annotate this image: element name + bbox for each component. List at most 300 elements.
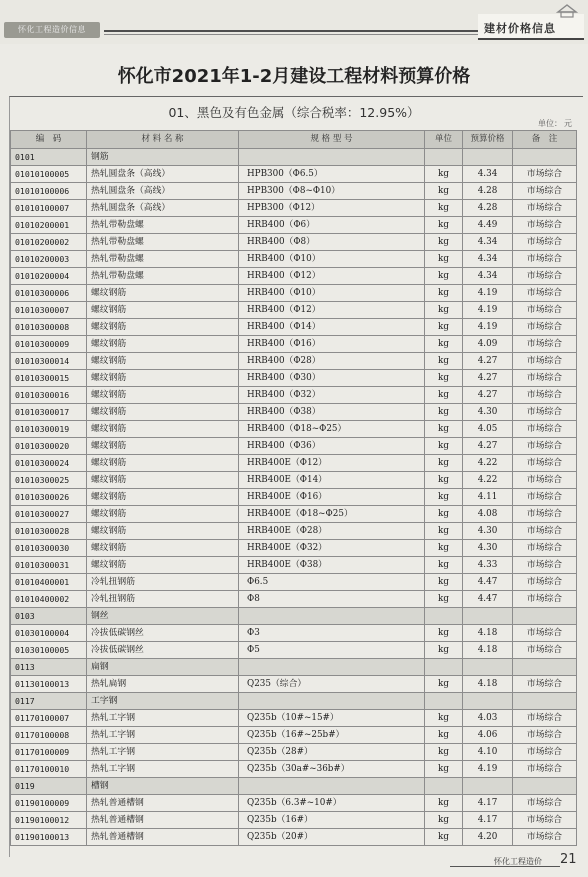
col-header-code: 编 码 bbox=[11, 131, 87, 149]
cell-name: 热轧工字钢 bbox=[87, 744, 239, 761]
cell-name: 冷拔低碳钢丝 bbox=[87, 625, 239, 642]
page-number: 21 bbox=[560, 852, 577, 867]
cell-price: 4.34 bbox=[463, 166, 513, 183]
cell-unit: kg bbox=[425, 438, 463, 455]
table-row bbox=[11, 438, 577, 455]
cell-note: 市场综合 bbox=[513, 710, 577, 727]
cell-code: 01010100007 bbox=[11, 200, 87, 217]
table-row bbox=[11, 302, 577, 319]
cell-unit: kg bbox=[425, 523, 463, 540]
cell-name: 螺纹钢筋 bbox=[87, 523, 239, 540]
cell-name: 螺纹钢筋 bbox=[87, 438, 239, 455]
cell-unit: kg bbox=[425, 353, 463, 370]
section-subtitle: 01、黑色及有色金属（综合税率：12.95%） bbox=[168, 105, 420, 120]
category-row bbox=[11, 693, 577, 710]
cell-code: 01010100005 bbox=[11, 166, 87, 183]
unit-note bbox=[536, 118, 572, 129]
cell-code: 01190100009 bbox=[11, 795, 87, 812]
cell-note: 市场综合 bbox=[513, 625, 577, 642]
cell-note: 市场综合 bbox=[513, 421, 577, 438]
cell-name: 螺纹钢筋 bbox=[87, 370, 239, 387]
cell-price: 4.33 bbox=[463, 557, 513, 574]
cell-unit: kg bbox=[425, 370, 463, 387]
table-row bbox=[11, 251, 577, 268]
cell-price: 4.03 bbox=[463, 710, 513, 727]
table-row bbox=[11, 387, 577, 404]
cell-code: 01010300014 bbox=[11, 353, 87, 370]
cell-code: 01010300030 bbox=[11, 540, 87, 557]
cell-note: 市场综合 bbox=[513, 676, 577, 693]
cell-spec: HRB400（Φ6） bbox=[239, 217, 425, 234]
cell-unit: kg bbox=[425, 200, 463, 217]
cell-code: 01010200001 bbox=[11, 217, 87, 234]
cell-note: 市场综合 bbox=[513, 795, 577, 812]
cell-unit: kg bbox=[425, 404, 463, 421]
cell-spec: HRB400E（Φ12） bbox=[239, 455, 425, 472]
cell-name: 热轧普通槽钢 bbox=[87, 795, 239, 812]
cell-price bbox=[463, 693, 513, 710]
table-row bbox=[11, 540, 577, 557]
col-header-price: 预算价格 bbox=[463, 131, 513, 149]
cell-spec: HRB400（Φ16） bbox=[239, 336, 425, 353]
cell-price: 4.30 bbox=[463, 540, 513, 557]
table-row bbox=[11, 455, 577, 472]
footer-journal: 怀化工程造价 bbox=[494, 857, 542, 866]
cell-unit: kg bbox=[425, 421, 463, 438]
table-row bbox=[11, 557, 577, 574]
cell-spec: Q235b（28#） bbox=[239, 744, 425, 761]
cell-price bbox=[463, 149, 513, 166]
cell-code: 01010300020 bbox=[11, 438, 87, 455]
cell-note: 市场综合 bbox=[513, 472, 577, 489]
cell-code: 01010300027 bbox=[11, 506, 87, 523]
cell-name: 螺纹钢筋 bbox=[87, 285, 239, 302]
cell-note: 市场综合 bbox=[513, 336, 577, 353]
cell-name: 热轧普通槽钢 bbox=[87, 812, 239, 829]
col-header-name: 材 料 名 称 bbox=[87, 131, 239, 149]
cell-unit: kg bbox=[425, 217, 463, 234]
table-row bbox=[11, 625, 577, 642]
cell-price: 4.17 bbox=[463, 812, 513, 829]
cell-price: 4.20 bbox=[463, 829, 513, 846]
cell-spec: HRB400E（Φ38） bbox=[239, 557, 425, 574]
cell-spec: HRB400（Φ38） bbox=[239, 404, 425, 421]
cell-spec: Q235b（16#~25b#） bbox=[239, 727, 425, 744]
unit-note-label: 单位： bbox=[538, 119, 562, 128]
category-code: 0113 bbox=[11, 659, 87, 676]
cell-unit bbox=[425, 693, 463, 710]
cell-code: 01190100013 bbox=[11, 829, 87, 846]
cell-code: 01130100013 bbox=[11, 676, 87, 693]
cell-unit: kg bbox=[425, 387, 463, 404]
cell-name: 热轧工字钢 bbox=[87, 761, 239, 778]
cell-spec bbox=[239, 608, 425, 625]
cell-unit: kg bbox=[425, 812, 463, 829]
cell-code: 01010200004 bbox=[11, 268, 87, 285]
cell-spec: HRB400（Φ12） bbox=[239, 302, 425, 319]
cell-name: 热轧圆盘条（高线） bbox=[87, 200, 239, 217]
cell-spec: HRB400E（Φ14） bbox=[239, 472, 425, 489]
cell-code: 01010300025 bbox=[11, 472, 87, 489]
cell-note: 市场综合 bbox=[513, 302, 577, 319]
table-row bbox=[11, 795, 577, 812]
category-name: 钢丝 bbox=[87, 608, 239, 625]
cell-name: 螺纹钢筋 bbox=[87, 336, 239, 353]
cell-unit: kg bbox=[425, 506, 463, 523]
cell-note: 市场综合 bbox=[513, 591, 577, 608]
cell-note: 市场综合 bbox=[513, 761, 577, 778]
cell-code: 01010300031 bbox=[11, 557, 87, 574]
cell-spec: HRB400E（Φ16） bbox=[239, 489, 425, 506]
cell-spec: Q235b（10#~15#） bbox=[239, 710, 425, 727]
cell-code: 01010300028 bbox=[11, 523, 87, 540]
table-row bbox=[11, 829, 577, 846]
cell-name: 热轧普通槽钢 bbox=[87, 829, 239, 846]
cell-unit: kg bbox=[425, 540, 463, 557]
cell-unit: kg bbox=[425, 268, 463, 285]
cell-code: 01030100004 bbox=[11, 625, 87, 642]
cell-note: 市场综合 bbox=[513, 319, 577, 336]
cell-code: 01010400002 bbox=[11, 591, 87, 608]
table-row bbox=[11, 353, 577, 370]
table-row bbox=[11, 676, 577, 693]
cell-name: 热轧圆盘条（高线） bbox=[87, 183, 239, 200]
cell-spec: Q235b（16#） bbox=[239, 812, 425, 829]
table-header-row bbox=[11, 131, 577, 149]
header-rule-thin bbox=[104, 34, 484, 35]
cell-spec: HRB400（Φ18~Φ25） bbox=[239, 421, 425, 438]
cell-code: 01010300026 bbox=[11, 489, 87, 506]
cell-code: 01030100005 bbox=[11, 642, 87, 659]
cell-code: 01010300016 bbox=[11, 387, 87, 404]
cell-price: 4.19 bbox=[463, 285, 513, 302]
cell-note: 市场综合 bbox=[513, 574, 577, 591]
cell-note: 市场综合 bbox=[513, 540, 577, 557]
cell-price: 4.18 bbox=[463, 676, 513, 693]
cell-note: 市场综合 bbox=[513, 829, 577, 846]
cell-price: 4.06 bbox=[463, 727, 513, 744]
col-header-note: 备 注 bbox=[513, 131, 577, 149]
table-row bbox=[11, 421, 577, 438]
header-rule bbox=[104, 30, 484, 32]
cell-code: 01010300024 bbox=[11, 455, 87, 472]
cell-name: 螺纹钢筋 bbox=[87, 319, 239, 336]
cell-code: 01010400001 bbox=[11, 574, 87, 591]
cell-note: 市场综合 bbox=[513, 166, 577, 183]
cell-price: 4.19 bbox=[463, 302, 513, 319]
cell-note: 市场综合 bbox=[513, 744, 577, 761]
cell-code: 01010300017 bbox=[11, 404, 87, 421]
cell-spec: HRB400E（Φ28） bbox=[239, 523, 425, 540]
cell-name: 冷轧扭钢筋 bbox=[87, 574, 239, 591]
table-row bbox=[11, 166, 577, 183]
category-row bbox=[11, 778, 577, 795]
cell-spec: HRB400（Φ14） bbox=[239, 319, 425, 336]
cell-price: 4.10 bbox=[463, 744, 513, 761]
category-row bbox=[11, 608, 577, 625]
cell-note: 市场综合 bbox=[513, 455, 577, 472]
table-row bbox=[11, 812, 577, 829]
cell-unit: kg bbox=[425, 625, 463, 642]
cell-price: 4.34 bbox=[463, 268, 513, 285]
cell-spec bbox=[239, 659, 425, 676]
cell-note: 市场综合 bbox=[513, 370, 577, 387]
cell-code: 01010300019 bbox=[11, 421, 87, 438]
house-icon bbox=[556, 4, 578, 18]
cell-note: 市场综合 bbox=[513, 642, 577, 659]
table-row bbox=[11, 591, 577, 608]
category-name: 槽钢 bbox=[87, 778, 239, 795]
cell-price: 4.11 bbox=[463, 489, 513, 506]
cell-unit: kg bbox=[425, 574, 463, 591]
cell-spec bbox=[239, 693, 425, 710]
cell-name: 冷轧扭钢筋 bbox=[87, 591, 239, 608]
cell-code: 01010300009 bbox=[11, 336, 87, 353]
cell-unit: kg bbox=[425, 285, 463, 302]
cell-price: 4.09 bbox=[463, 336, 513, 353]
cell-note: 市场综合 bbox=[513, 200, 577, 217]
cell-spec: HRB400（Φ10） bbox=[239, 251, 425, 268]
cell-note bbox=[513, 149, 577, 166]
cell-unit: kg bbox=[425, 455, 463, 472]
cell-price: 4.18 bbox=[463, 642, 513, 659]
cell-name: 螺纹钢筋 bbox=[87, 489, 239, 506]
cell-note: 市场综合 bbox=[513, 812, 577, 829]
cell-code: 01010100006 bbox=[11, 183, 87, 200]
cell-note: 市场综合 bbox=[513, 268, 577, 285]
cell-name: 热轧带勒盘螺 bbox=[87, 268, 239, 285]
cell-price: 4.49 bbox=[463, 217, 513, 234]
cell-price: 4.18 bbox=[463, 625, 513, 642]
cell-code: 01170100010 bbox=[11, 761, 87, 778]
cell-name: 热轧工字钢 bbox=[87, 710, 239, 727]
cell-unit bbox=[425, 778, 463, 795]
cell-spec: Q235b（30a#~36b#） bbox=[239, 761, 425, 778]
cell-spec: Φ3 bbox=[239, 625, 425, 642]
cell-spec: HRB400（Φ30） bbox=[239, 370, 425, 387]
category-name: 扁钢 bbox=[87, 659, 239, 676]
cell-name: 螺纹钢筋 bbox=[87, 353, 239, 370]
cell-unit bbox=[425, 149, 463, 166]
cell-spec: HPB300（Φ12） bbox=[239, 200, 425, 217]
cell-price: 4.08 bbox=[463, 506, 513, 523]
cell-unit: kg bbox=[425, 557, 463, 574]
cell-unit bbox=[425, 608, 463, 625]
cell-unit: kg bbox=[425, 591, 463, 608]
cell-unit: kg bbox=[425, 761, 463, 778]
cell-price bbox=[463, 778, 513, 795]
cell-price: 4.27 bbox=[463, 370, 513, 387]
category-code: 0119 bbox=[11, 778, 87, 795]
cell-unit bbox=[425, 659, 463, 676]
cell-price: 4.27 bbox=[463, 353, 513, 370]
table-row bbox=[11, 727, 577, 744]
cell-price: 4.34 bbox=[463, 251, 513, 268]
header-right-tab: 建材价格信息 bbox=[484, 22, 556, 35]
cell-price: 4.34 bbox=[463, 234, 513, 251]
cell-spec: HRB400（Φ10） bbox=[239, 285, 425, 302]
cell-note: 市场综合 bbox=[513, 217, 577, 234]
cell-price: 4.05 bbox=[463, 421, 513, 438]
cell-code: 01170100008 bbox=[11, 727, 87, 744]
col-header-unit: 单位 bbox=[425, 131, 463, 149]
cell-note: 市场综合 bbox=[513, 285, 577, 302]
cell-unit: kg bbox=[425, 319, 463, 336]
cell-name: 冷拔低碳钢丝 bbox=[87, 642, 239, 659]
cell-note: 市场综合 bbox=[513, 404, 577, 421]
cell-name: 螺纹钢筋 bbox=[87, 455, 239, 472]
cell-price: 4.30 bbox=[463, 404, 513, 421]
table-row bbox=[11, 642, 577, 659]
cell-note bbox=[513, 608, 577, 625]
cell-note: 市场综合 bbox=[513, 506, 577, 523]
cell-name: 螺纹钢筋 bbox=[87, 472, 239, 489]
category-name: 工字钢 bbox=[87, 693, 239, 710]
cell-note: 市场综合 bbox=[513, 489, 577, 506]
header-left-tab: 怀化工程造价信息 bbox=[4, 22, 100, 38]
cell-name: 热轧带勒盘螺 bbox=[87, 217, 239, 234]
price-table bbox=[10, 130, 577, 846]
page-title: 怀化市2021年1-2月建设工程材料预算价格 bbox=[117, 66, 471, 87]
cell-spec: Q235（综合） bbox=[239, 676, 425, 693]
cell-spec: Φ8 bbox=[239, 591, 425, 608]
cell-note: 市场综合 bbox=[513, 727, 577, 744]
cell-price: 4.27 bbox=[463, 387, 513, 404]
cell-name: 螺纹钢筋 bbox=[87, 302, 239, 319]
cell-unit: kg bbox=[425, 336, 463, 353]
cell-spec: HRB400（Φ32） bbox=[239, 387, 425, 404]
table-row bbox=[11, 336, 577, 353]
cell-code: 01010200002 bbox=[11, 234, 87, 251]
cell-name: 螺纹钢筋 bbox=[87, 421, 239, 438]
cell-note: 市场综合 bbox=[513, 523, 577, 540]
cell-name: 热轧圆盘条（高线） bbox=[87, 166, 239, 183]
cell-unit: kg bbox=[425, 251, 463, 268]
cell-name: 热轧带勒盘螺 bbox=[87, 234, 239, 251]
cell-price: 4.27 bbox=[463, 438, 513, 455]
cell-price: 4.19 bbox=[463, 761, 513, 778]
cell-note: 市场综合 bbox=[513, 251, 577, 268]
cell-price: 4.47 bbox=[463, 574, 513, 591]
table-row bbox=[11, 523, 577, 540]
cell-spec: HPB300（Φ6.5） bbox=[239, 166, 425, 183]
cell-note: 市场综合 bbox=[513, 438, 577, 455]
cell-unit: kg bbox=[425, 302, 463, 319]
cell-spec: Q235b（20#） bbox=[239, 829, 425, 846]
unit-note-value: 元 bbox=[564, 119, 572, 128]
table-row bbox=[11, 472, 577, 489]
category-name: 钢筋 bbox=[87, 149, 239, 166]
cell-spec: HRB400（Φ8） bbox=[239, 234, 425, 251]
cell-spec: Q235b（6.3#~10#） bbox=[239, 795, 425, 812]
table-row bbox=[11, 234, 577, 251]
cell-price: 4.17 bbox=[463, 795, 513, 812]
category-row bbox=[11, 659, 577, 676]
cell-unit: kg bbox=[425, 183, 463, 200]
table-row bbox=[11, 217, 577, 234]
cell-price: 4.28 bbox=[463, 183, 513, 200]
cell-note: 市场综合 bbox=[513, 387, 577, 404]
table-row bbox=[11, 370, 577, 387]
cell-note bbox=[513, 778, 577, 795]
cell-unit: kg bbox=[425, 795, 463, 812]
cell-spec: Φ5 bbox=[239, 642, 425, 659]
cell-code: 01190100012 bbox=[11, 812, 87, 829]
cell-code: 01170100009 bbox=[11, 744, 87, 761]
cell-price: 4.22 bbox=[463, 455, 513, 472]
cell-spec: HRB400E（Φ18~Φ25） bbox=[239, 506, 425, 523]
table-row bbox=[11, 319, 577, 336]
cell-name: 螺纹钢筋 bbox=[87, 387, 239, 404]
cell-note: 市场综合 bbox=[513, 353, 577, 370]
table-row bbox=[11, 200, 577, 217]
cell-note: 市场综合 bbox=[513, 183, 577, 200]
cell-spec: HRB400E（Φ32） bbox=[239, 540, 425, 557]
table-row bbox=[11, 744, 577, 761]
cell-note bbox=[513, 659, 577, 676]
category-code: 0101 bbox=[11, 149, 87, 166]
table-row bbox=[11, 285, 577, 302]
cell-spec: HRB400（Φ36） bbox=[239, 438, 425, 455]
table-row bbox=[11, 183, 577, 200]
cell-spec: HRB400（Φ28） bbox=[239, 353, 425, 370]
cell-price: 4.28 bbox=[463, 200, 513, 217]
table-row bbox=[11, 489, 577, 506]
table-row bbox=[11, 404, 577, 421]
table-row bbox=[11, 761, 577, 778]
category-code: 0117 bbox=[11, 693, 87, 710]
cell-name: 热轧工字钢 bbox=[87, 727, 239, 744]
category-code: 0103 bbox=[11, 608, 87, 625]
cell-unit: kg bbox=[425, 642, 463, 659]
cell-unit: kg bbox=[425, 744, 463, 761]
cell-spec: Φ6.5 bbox=[239, 574, 425, 591]
cell-unit: kg bbox=[425, 727, 463, 744]
cell-price: 4.22 bbox=[463, 472, 513, 489]
cell-price: 4.47 bbox=[463, 591, 513, 608]
cell-code: 01010300006 bbox=[11, 285, 87, 302]
cell-spec: HPB300（Φ8~Φ10） bbox=[239, 183, 425, 200]
cell-name: 螺纹钢筋 bbox=[87, 404, 239, 421]
cell-unit: kg bbox=[425, 472, 463, 489]
cell-price bbox=[463, 608, 513, 625]
cell-code: 01010300008 bbox=[11, 319, 87, 336]
cell-unit: kg bbox=[425, 676, 463, 693]
cell-unit: kg bbox=[425, 489, 463, 506]
table-row bbox=[11, 574, 577, 591]
table-row bbox=[11, 268, 577, 285]
cell-price: 4.30 bbox=[463, 523, 513, 540]
cell-unit: kg bbox=[425, 234, 463, 251]
cell-unit: kg bbox=[425, 166, 463, 183]
cell-name: 螺纹钢筋 bbox=[87, 540, 239, 557]
table-row bbox=[11, 506, 577, 523]
table-body bbox=[11, 149, 577, 846]
cell-note: 市场综合 bbox=[513, 234, 577, 251]
cell-note bbox=[513, 693, 577, 710]
cell-spec bbox=[239, 149, 425, 166]
cell-price: 4.19 bbox=[463, 319, 513, 336]
cell-name: 热轧带勒盘螺 bbox=[87, 251, 239, 268]
cell-name: 螺纹钢筋 bbox=[87, 506, 239, 523]
cell-spec: HRB400（Φ12） bbox=[239, 268, 425, 285]
cell-unit: kg bbox=[425, 710, 463, 727]
cell-name: 热轧扁钢 bbox=[87, 676, 239, 693]
cell-spec bbox=[239, 778, 425, 795]
table-row bbox=[11, 710, 577, 727]
cell-code: 01010300007 bbox=[11, 302, 87, 319]
cell-code: 01010200003 bbox=[11, 251, 87, 268]
